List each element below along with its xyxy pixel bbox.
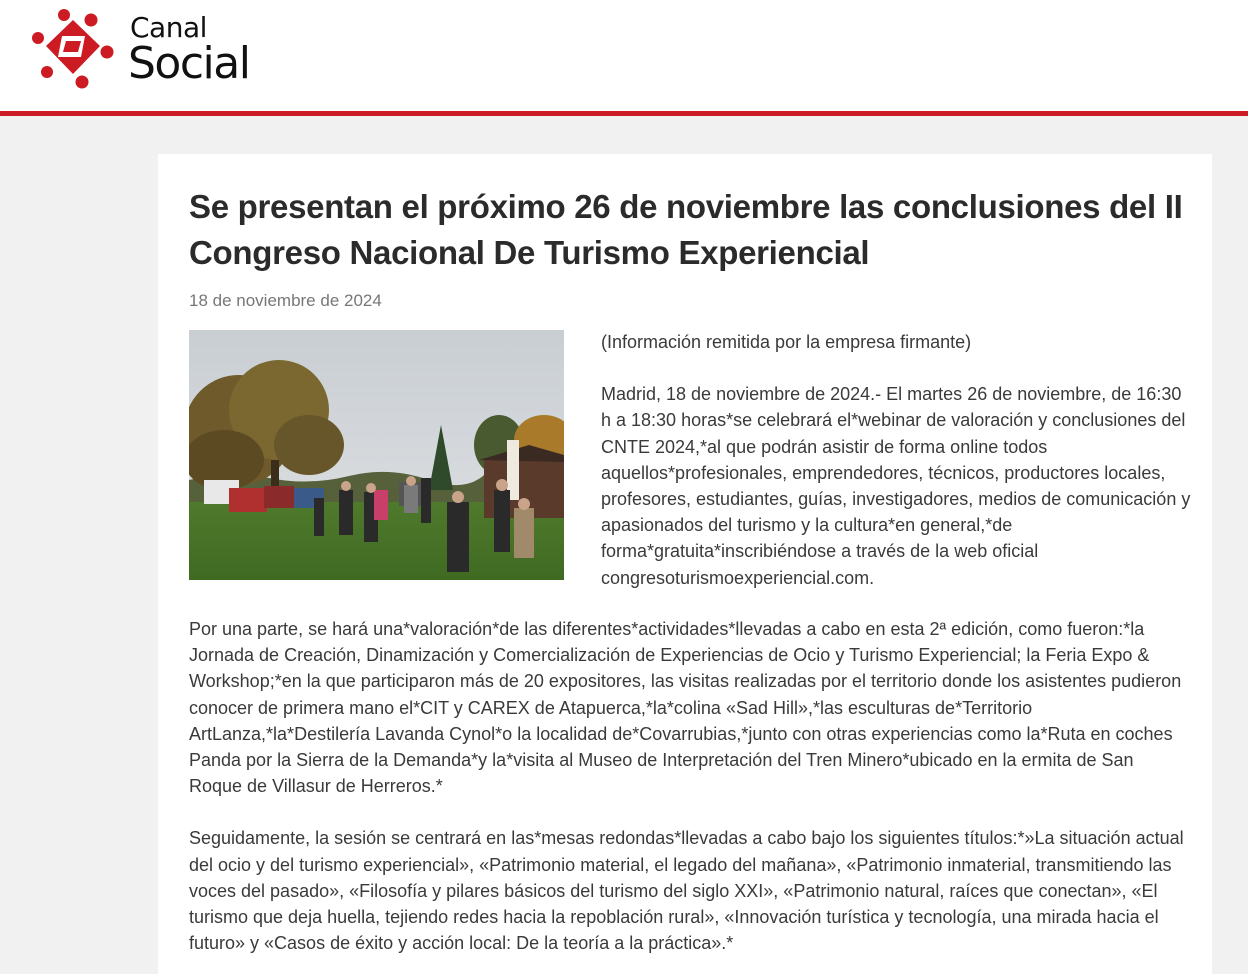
site-logo[interactable] xyxy=(30,6,280,90)
site-header xyxy=(0,0,1248,111)
article-card xyxy=(158,154,1212,974)
article-title: Se presentan el próximo 26 de noviembre las conclusiones del II Congreso Nacional De Turismo Experiencial xyxy=(189,188,1183,271)
paragraph-3: Seguidamente, la sesión se centrará en las*mesas redondas*llevadas a cabo bajo los siguientes títulos:*»La situación actual del ocio y del turismo experiencial», «Patrimonio material, el legado del mañana», «Patrimonio inmaterial, transmitiendo las voces del pasado», «Filosofía y pilares básicos del turismo del siglo XXI», «Patrimonio natural, raíces que conectan», «El turismo que deja huella, tejiendo redes hacia la repoblación rural», «Innovación turística y tecnología, una mirada hacia el futuro» y «Casos de éxito y acción local: De la teoría a la práctica».* xyxy=(189,828,1184,954)
paragraph-1: Madrid, 18 de noviembre de 2024.- El martes 26 de noviembre, de 16:30 h a 18:30 horas*se celebrará el*webinar de valoración y conclusiones del CNTE 2024,*al que podrán asistir de forma online todos aquellos*profesionales, emprendedores, técnicos, productores locales, profesores, estudiantes, guías, investigadores, medios de comunicación y apasionados del turismo y la cultura*en general,*de forma*gratuita*inscribiéndose a través de la web oficial congresoturismoexperiencial.com. xyxy=(601,384,1191,588)
article-body xyxy=(189,616,1189,956)
logo-mark-icon xyxy=(30,6,116,90)
article-photo xyxy=(189,330,564,580)
paragraph-2: Por una parte, se hará una*valoración*de las diferentes*actividades*llevadas a cabo en esta 2ª edición, como fueron:*la Jornada de Creación, Dinamización y Comercialización de Experiencias de Ocio y Turismo Experiencial; la Feria Expo & Workshop;*en la que participaron más de 20 expositores, las visitas realizadas por el territorio donde los asistentes pudieron conocer de primera mano el*CIT y CAREX de Atapuerca,*la*colina «Sad Hill»,*las esculturas de*Territorio ArtLanza,*la*Destilería Lavanda Cynol*o la localidad de*Covarrubias,*junto con otras experiencias como la*Ruta en coches Panda por la Sierra de la Demanda*y la*visita al Museo de Interpretación del Tren Minero*ubicado en la ermita de San Roque de Villasur de Herreros.* xyxy=(189,619,1182,797)
header-divider xyxy=(0,111,1248,116)
logo-word-canal: Canal xyxy=(130,11,207,44)
logo-word-social: Social xyxy=(128,38,250,89)
intro-note: (Información remitida por la empresa firmante) xyxy=(601,332,972,352)
article-date: 18 de noviembre de 2024 xyxy=(189,291,382,310)
article-side-text xyxy=(601,329,1191,591)
